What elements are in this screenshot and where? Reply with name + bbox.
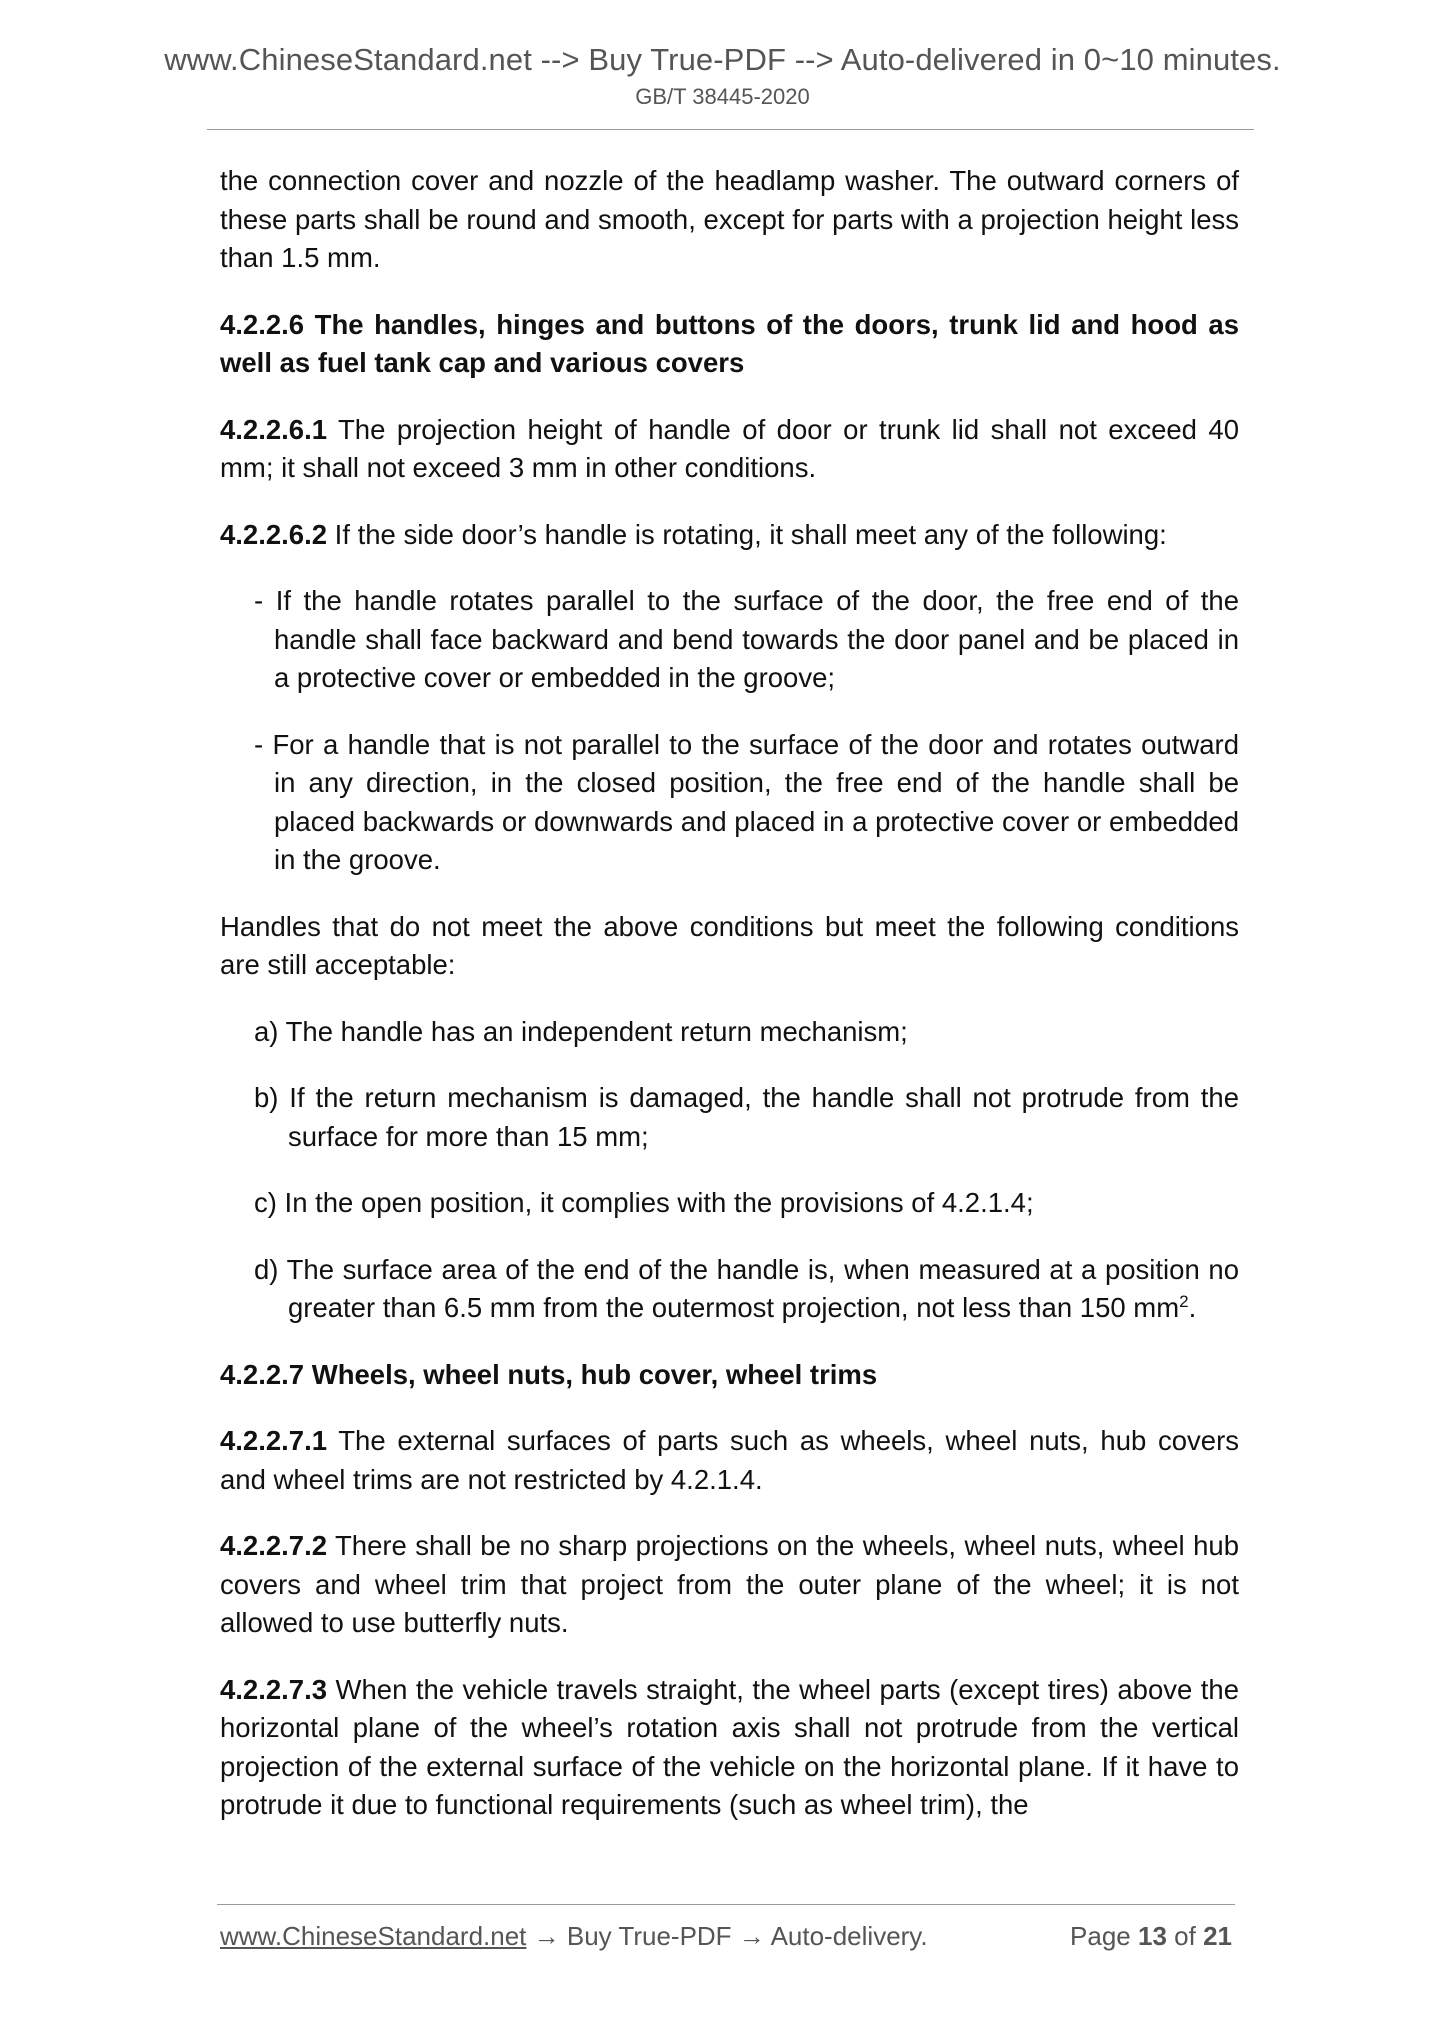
total-pages: 21 — [1203, 1921, 1232, 1951]
current-page: 13 — [1138, 1921, 1167, 1951]
header-banner: www.ChineseStandard.net --> Buy True-PDF --> Auto-delivered in 0~10 minutes. — [164, 42, 1281, 77]
dash-item-parallel: - If the handle rotates parallel to the surface of the door, the free end of the handle shall face backward and bend towards the door panel and be placed in a protective cover or embedded in the groove; — [254, 585, 1239, 693]
header-divider — [207, 129, 1254, 130]
clause-number: 4.2.2.7.3 — [220, 1673, 328, 1705]
list-item-d-end: . — [1188, 1292, 1197, 1323]
list-item-b: b) If the return mechanism is damaged, the handle shall not protrude from the surface for more than 15 mm; — [254, 1082, 1239, 1152]
list-item-d-text: d) The surface area of the end of the handle is, when measured at a position no greater than 6.5 mm from the outermost projection, not less than 150 mm — [254, 1253, 1239, 1323]
clause-text: There shall be no sharp projections on the wheels, wheel nuts, wheel hub covers and wheel trim that project from the outer plane of the wheel; it is not allowed to use butterfly nuts. — [220, 1530, 1239, 1638]
footer-divider — [217, 1904, 1235, 1905]
standard-code: GB/T 38445-2020 — [635, 84, 810, 109]
list-item-d — [254, 1251, 1239, 1328]
clause-text: The external surfaces of parts such as wheels, wheel nuts, hub covers and wheel trims are not restricted by 4.2.1.4. — [220, 1425, 1239, 1495]
clause-4-2-2-6-2 — [220, 516, 1239, 555]
footer-site-link[interactable]: www.ChineseStandard.net — [220, 1921, 527, 1951]
clause-4-2-2-7-1 — [220, 1422, 1239, 1499]
clause-number: 4.2.2.7.2 — [220, 1530, 328, 1561]
document-body — [220, 162, 1239, 1853]
intro-paragraph: the connection cover and nozzle of the headlamp washer. The outward corners of these parts shall be round and smooth, except for parts with a projection height less than 1.5 mm. — [220, 165, 1239, 273]
clause-4-2-2-7-2 — [220, 1527, 1239, 1643]
page-header — [0, 40, 1445, 112]
of-label: of — [1174, 1921, 1196, 1951]
page-label: Page — [1070, 1921, 1131, 1951]
superscript: 2 — [1179, 1291, 1189, 1311]
page-footer — [220, 1919, 1232, 1953]
footer-tagline: → Buy True-PDF → Auto-delivery. — [526, 1921, 928, 1951]
clause-text: If the side door’s handle is rotating, it shall meet any of the following: — [327, 518, 1167, 550]
clause-number: 4.2.2.6.1 — [220, 413, 328, 445]
handles-note: Handles that do not meet the above conditions but meet the following conditions are still acceptable: — [220, 910, 1239, 980]
heading-4-2-2-6: 4.2.2.6 The handles, hinges and buttons of the doors, trunk lid and hood as well as fuel tank cap and various covers — [220, 308, 1239, 378]
list-item-a: a) The handle has an independent return mechanism; — [254, 1015, 908, 1047]
page-indicator — [1070, 1919, 1232, 1953]
clause-4-2-2-7-3 — [220, 1671, 1239, 1825]
clause-text: The projection height of handle of door or trunk lid shall not exceed 40 mm; it shall not exceed 3 mm in other conditions. — [220, 413, 1239, 483]
clause-number: 4.2.2.6.2 — [220, 518, 328, 550]
clause-number: 4.2.2.7.1 — [220, 1425, 328, 1456]
clause-text: When the vehicle travels straight, the wheel parts (except tires) above the horizontal plane of the wheel’s rotation axis shall not protrude from the vertical projection of the external surface of the vehicle on the horizontal plane. If it have to protrude it due to functional requirements (such as wheel trim), the — [220, 1673, 1239, 1820]
heading-4-2-2-7: 4.2.2.7 Wheels, wheel nuts, hub cover, wheel trims — [220, 1358, 878, 1390]
clause-4-2-2-6-1 — [220, 411, 1239, 488]
dash-item-not-parallel: - For a handle that is not parallel to the surface of the door and rotates outward in any direction, in the closed position, the free end of the handle shall be placed backwards or downwards and placed in a protective cover or embedded in the groove. — [254, 728, 1239, 875]
list-item-c: c) In the open position, it complies with the provisions of 4.2.1.4; — [254, 1187, 1034, 1218]
